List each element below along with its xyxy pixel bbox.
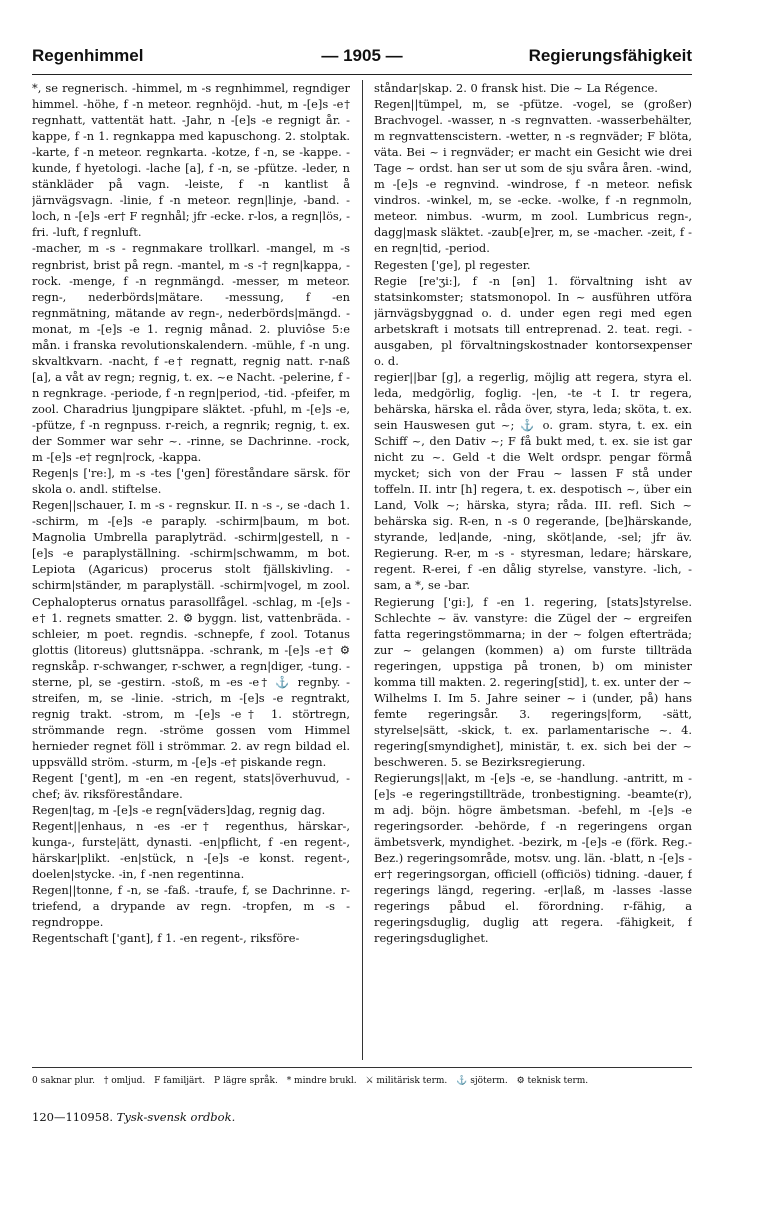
- dictionary-entry: Regie [re'ʒi:], f -n [ən] 1. förvaltning isht av statsinkomster; statsmonopol. In ~ ausführen utföra järnvägsbyggnad o. d. under egen regi med egen arbetskraft i motsats till entreprenad. 2. teat. regi. -ausgaben, pl förvaltningskostnader kontorsexpenser o. d.: [374, 273, 692, 368]
- footer-divider: [32, 1067, 692, 1068]
- legend-item: 0 saknar plur.: [32, 1076, 95, 1086]
- dictionary-entry: ståndar|skap. 2. 0 fransk hist. Die ~ La Régence.: [374, 81, 658, 95]
- imprint-code: 120—110958.: [32, 1110, 114, 1124]
- legend-item: ⚙ teknisk term.: [516, 1076, 589, 1086]
- header-first-headword: Regenhimmel: [32, 46, 144, 65]
- legend-item: ⚔ militärisk term.: [365, 1076, 448, 1086]
- dictionary-entry: Regen|s ['re:], m -s -tes ['gen] föreståndare särsk. för skola o. andl. stiftelse.: [32, 466, 350, 497]
- dictionary-entry: Regent ['gent], m -en -en regent, stats|överhuvud, -chef; äv. riksföreståndare.: [32, 771, 350, 802]
- imprint-title: Tysk-svensk ordbok.: [116, 1110, 236, 1124]
- text-columns: [32, 80, 692, 1060]
- dictionary-entry: Regentschaft ['gant], f 1. -en regent-, riksföre-: [32, 931, 300, 946]
- dictionary-entry: -macher, m -s - regnmakare trollkarl. -mangel, m -s regnbrist, brist på regn. -mantel, m -s -† regn|kappa, -rock. -menge, f -n regnmängd. -messer, m meteor. regn-, nederbörds|mätare. -messung, f -en regnmätning, mätande av regn-, nederbörds|mängd. -monat, m -[e]s -e 1. regnig månad. 2. pluviôse 5:e mån. i franska revolutionskalendern. -mühle, f -n ung. skvaltkvarn. -nacht, f -e† regnatt, regnig natt. r-naß [a], a våt av regn; regnig, t. ex. ~e Nacht. -pelerine, f -n regnkrage. -periode, f -n regn|period, -tid. -pfeifer, m zool. Charadrius ljungpipare släktet. -pfuhl, m -[e]s -e, -pfütze, f -n regnpuss. r-reich, a regnrik; regnig, t. ex. der Sommer war sehr ~. -rinne, se Dachrinne. -rock, m -[e]s -e† regn|rock, -kappa.: [32, 241, 350, 465]
- printer-imprint: [32, 1110, 235, 1124]
- dictionary-entry: Regen||tonne, f -n, se -faß. -traufe, f, se Dachrinne. r-triefend, a drypande av regn. -tropfen, m -s - regndroppe.: [32, 883, 350, 930]
- legend-item: ⚓ sjöterm.: [456, 1076, 508, 1086]
- dictionary-page: [32, 40, 692, 1180]
- dictionary-entry: Regierung ['gi:], f -en 1. regering, [stats]styrelse. Schlechte ~ äv. vanstyre: die Zügel der ~ ergreifen fatta regeringstömmarna; in der ~ folgen efterträda; zur ~ gelangen (kommen) a) om furste tillträda regeringen, uppstiga på tronen, b) om minister komma till makten. 2. regering[stid], t. ex. unter der ~ Wilhelms I. Im 5. Jahre seiner ~ i (under, på) hans femte regeringsår. 3. regerings|form, -sätt, styrelse|sätt, -skick, t. ex. parlamentarische ~. 4. regering[smyndighet], ministär, t. ex. sich bei der ~ beschweren. 5. se Bezirksregierung.: [374, 594, 692, 769]
- header-last-headword: Regierungsfähigkeit: [528, 46, 692, 65]
- dictionary-entry: Regen||tümpel, m, se -pfütze. -vogel, se (großer) Brachvogel. -wasser, n -s regnvatten. -wasserbehälter, m regnvattenscistern. -wetter, n -s regnväder; F blöta, väta. Bei ~ i regnväder; er macht ein Gesicht wie drei Tage ~ ordst. han ser ut som de sju svåra åren. -wind, m -[e]s -e regnvind. -windrose, f -n meteor. nefisk vindros. -winkel, m, se -ecke. -wolke, f -n regnmoln, meteor. nimbus. -wurm, m zool. Lumbricus regn-, dagg|mask släktet. -zaub[e]rer, m, se -macher. -zeit, f -en regn|tid, -period.: [374, 97, 692, 256]
- legend-item: F familjärt.: [154, 1076, 206, 1086]
- right-column: [374, 80, 692, 1060]
- dictionary-entry: Regesten ['ge], pl regester.: [374, 257, 531, 272]
- dictionary-entry: regier||bar [g], a regerlig, möjlig att regera, styra el. leda, medgörlig, foglig. -|en, -te -t I. tr regera, behärska, härska el. råda över, styra, leda; sköta, t. ex. sein Hauswesen gut ~; ⚓ o. gram. styra, t. ex. ein Schiff ~, den Dativ ~; F få bukt med, t. ex. sie ist gar nicht zu ~. Geld -t die Welt ordspr. pengar förmå mycket; sich von der Frau ~ lassen F stå under toffeln. II. intr [h] regera, t. ex. despotisch ~, über ein Land, Volk ~; härska, styra; råda. III. refl. Sich ~ behärska sig. R-en, n -s 0 regerande, [be]härskande, styrande, led|ande, -ning, sköt|ande, -sel; jfr äv. Regierung. R-er, m -s - styresman, ledare; härskare, regent. R-erei, f -en dålig styrelse, vanstyre. -lich, -sam, a *, se -bar.: [374, 369, 692, 593]
- dictionary-entry: Regen||schauer, I. m -s - regnskur. II. n -s -, se -dach 1. -schirm, m -[e]s -e paraply. -schirm|baum, m bot. Magnolia Umbrella paraplyträd. -schirm|gestell, n -[e]s -e paraplyställning. -schirm|schwamm, m bot. Lepiota (Agaricus) procerus stolt fjällskivling. -schirm|ständer, m paraplyställ. -schirm|vogel, m zool. Cephalopterus ornatus parasollfågel. -schlag, m -[e]s -e† 1. regnets smatter. 2. ⚙ byggn. list, vattenbräda. -schleier, m poet. regndis. -schnepfe, f zool. Totanus glottis (litoreus) gluttsnäppa. -schrank, m -[e]s -e† ⚙ regnskåp. r-schwanger, r-schwer, a regn|diger, -tung. -sterne, pl, se -gestirn. -stoß, m -es -e† ⚓ regnby. -streifen, m, se -linie. -strich, m -[e]s -e regntrakt, regnig trakt. -strom, m -[e]s -e† 1. störtregn, strömmande regn. -ströme gossen vom Himmel hernieder regnet föll i strömmar. 2. av regn bildad el. uppsvälld ström. -sturm, m -[e]s -e† piskande regn.: [32, 498, 350, 769]
- dictionary-entry: Regen|tag, m -[e]s -e regn[väders]dag, regnig dag.: [32, 803, 326, 818]
- dictionary-entry: Regierungs||akt, m -[e]s -e, se -handlung. -antritt, m -[e]s -e regeringstillträde, tronbestigning. -beamte(r), m adj. böjn. högre ämbetsman. -befehl, m -[e]s -e regeringsorder. -behörde, f -n regeringens organ ämbetsverk, myndighet. -bezirk, m -[e]s -e (förk. Reg.-Bez.) regeringsområde, motsv. ung. län. -blatt, n -[e]s -er† regeringsorgan, officiell (officiös) tidning. -dauer, f regerings längd, regering. -er|laß, m -lasses -lasse regerings påbud el. förordning. r-fähig, a regeringsduglig, duglig att regera. -fähigkeit, f regeringsduglighet.: [374, 771, 692, 946]
- legend-item: * mindre brukl.: [286, 1076, 357, 1086]
- legend-item: P lägre språk.: [214, 1076, 278, 1086]
- dictionary-entry: Regent||enhaus, n -es -er† regenthus, härskar-, kunga-, furste|ätt, dynasti. -en|pflicht, f -en regent-, härskar|plikt. -en|stück, n -[e]s -e konst. regent-, doelen|stycke. -in, f -nen regentinna.: [32, 819, 350, 882]
- dictionary-entry: *, se regnerisch. -himmel, m -s regnhimmel, regndiger himmel. -höhe, f -n meteor. regnhöjd. -hut, m -[e]s -e† regnhatt, vattentät hatt. -Jahr, n -[e]s -e regnigt år. -kappe, f -n 1. regnkappa med kapuschong. 2. stolptak. -karte, f -n meteor. regnkarta. -kotze, f -n, se -kappe. -kunde, f hyetologi. -lache [a], f -n, se -pfütze. -leder, n stänkläder på vagn. -leiste, f -n kantlist å järnvägsvagn. -linie, f -n meteor. regn|linje, -band. -loch, n -[e]s -er† F regnhål; jfr -ecke. r-los, a regn|lös, -fri. -luft, f regnluft.: [32, 81, 350, 240]
- left-column: [32, 80, 350, 1060]
- page-header: [32, 40, 692, 75]
- column-divider: [362, 80, 363, 1060]
- page-number: — 1905 —: [321, 46, 403, 65]
- legend-item: † omljud.: [103, 1076, 146, 1086]
- symbol-legend: [32, 1074, 692, 1088]
